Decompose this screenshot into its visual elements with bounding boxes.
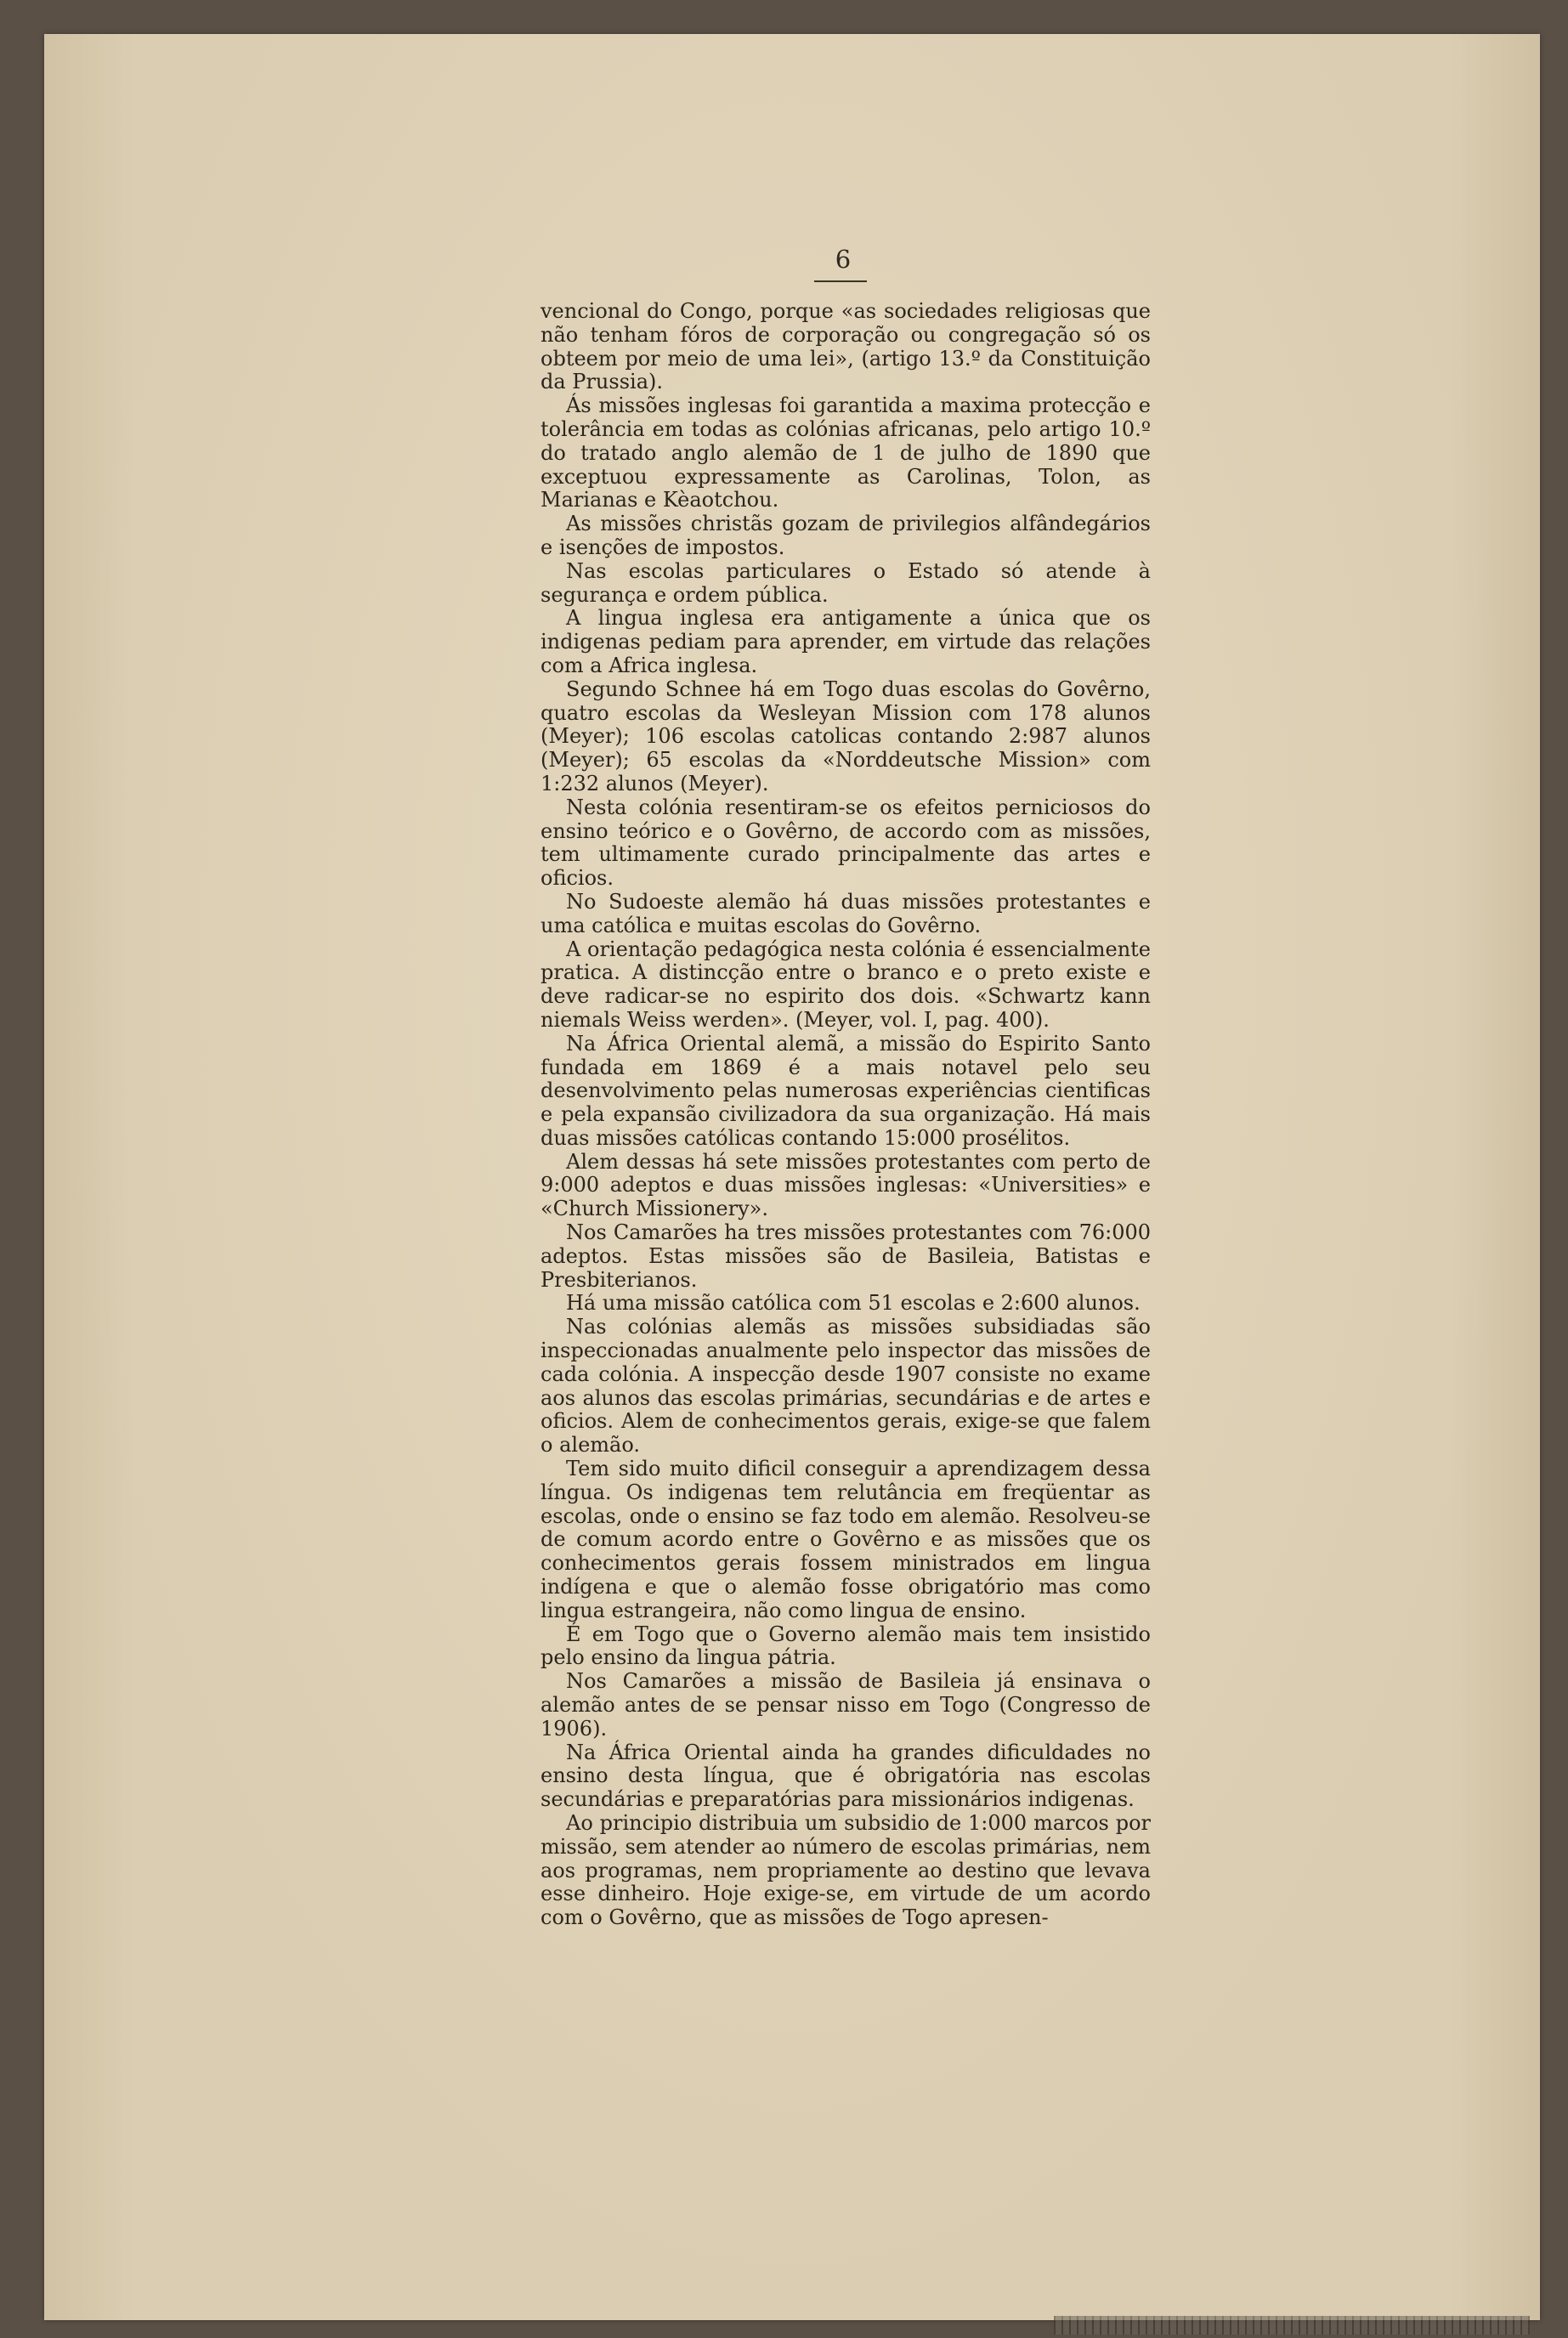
page-number: 6 — [835, 245, 852, 274]
paragraph: Na África Oriental ainda ha grandes dificuldades no ensino desta língua, que é obrigatória nas escolas secundárias e preparatórias para missionários indigenas. — [541, 1740, 1151, 1812]
paragraph: A orientação pedagógica nesta colónia é essencialmente pratica. A distincção entre o branco e o preto existe e deve radicar-se no espirito dos dois. «Schwartz kann niemals Weiss werden». (Meyer, vol. I, pag. 400). — [541, 937, 1151, 1032]
scale-ruler-strip — [1054, 2316, 1530, 2335]
paragraph: Nas escolas particulares o Estado só atende à segurança e ordem pública. — [541, 558, 1151, 607]
paragraph: Alem dessas há sete missões protestantes com perto de 9:000 adeptos e duas missões inglesas: «Universities» e «Church Missionery». — [541, 1149, 1151, 1221]
paragraph: Nos Camarões ha tres missões protestantes com 76:000 adeptos. Estas missões são de Basileia, Batistas e Presbiterianos. — [541, 1220, 1151, 1292]
paragraph: Na África Oriental alemã, a missão do Espirito Santo fundada em 1869 é a mais notavel pelo seu desenvolvimento pelas numerosas experiências cientificas e pela expansão civilizadora da sua organização. Há mais duas missões católicas contando 15:000 prosélitos. — [541, 1031, 1151, 1150]
paragraph: É em Togo que o Governo alemão mais tem insistido pelo ensino da lingua pátria. — [541, 1622, 1151, 1670]
paragraph: A lingua inglesa era antigamente a única que os indigenas pediam para aprender, em virtude das relações com a Africa inglesa. — [541, 606, 1151, 677]
body-text — [541, 300, 1151, 1930]
paragraph: vencional do Congo, porque «as sociedades religiosas que não tenham fóros de corporação ou congregação só os obteem por meio de uma lei», (artigo 13.º da Constituição da Prussia). — [541, 299, 1151, 394]
paragraph: Há uma missão católica com 51 escolas e 2:600 alunos. — [566, 1291, 1141, 1316]
paragraph: Ao principio distribuia um subsidio de 1:000 marcos por missão, sem atender ao número de escolas primárias, nem aos programas, nem propriamente ao destino que levava esse dinheiro. Hoje exige-se, em virtude de um acordo com o Govêrno, que as missões de Togo apresen- — [541, 1811, 1151, 1930]
paragraph: Nesta colónia resentiram-se os efeitos perniciosos do ensino teórico e o Govêrno, de accordo com as missões, tem ultimamente curado principalmente das artes e oficios. — [541, 795, 1151, 891]
paragraph: No Sudoeste alemão há duas missões protestantes e uma católica e muitas escolas do Govêrno. — [541, 889, 1151, 937]
paragraph: Segundo Schnee há em Togo duas escolas do Govêrno, quatro escolas da Wesleyan Mission com 178 alunos (Meyer); 106 escolas catolicas contando 2:987 alunos (Meyer); 65 escolas da «Norddeutsche Mission» com 1:232 alunos (Meyer). — [541, 676, 1151, 795]
paragraph: As missões christãs gozam de privilegios alfândegários e isenções de impostos. — [541, 512, 1151, 559]
paragraph: Nos Camarões a missão de Basileia já ensinava o alemão antes de se pensar nisso em Togo (Congresso de 1906). — [541, 1669, 1151, 1741]
paragraph: Nas colónias alemãs as missões subsidiadas são inspeccionadas anualmente pelo inspector das missões de cada colónia. A inspecção desde 1907 consiste no exame aos alunos das escolas primárias, secundárias e de artes e oficios. Alem de conhecimentos gerais, exige-se que falem o alemão. — [541, 1315, 1151, 1458]
paragraph: Tem sido muito dificil conseguir a aprendizagem dessa língua. Os indigenas tem relutância em freqüentar as escolas, onde o ensino se faz todo em alemão. Resolveu-se de comum acordo entre o Govêrno e as missões que os conhecimentos gerais fossem ministrados em lingua indígena e que o alemão fosse obrigatório mas como lingua estrangeira, não como lingua de ensino. — [541, 1457, 1151, 1622]
paragraph: Ás missões inglesas foi garantida a maxima protecção e tolerância em todas as colónias africanas, pelo artigo 10.º do tratado anglo alemão de 1 de julho de 1890 que exceptuou expressamente as Carolinas, Tolon, as Marianas e Kèaotchou. — [541, 393, 1151, 512]
document-page — [44, 34, 1540, 2320]
page-number-rule — [814, 280, 867, 282]
